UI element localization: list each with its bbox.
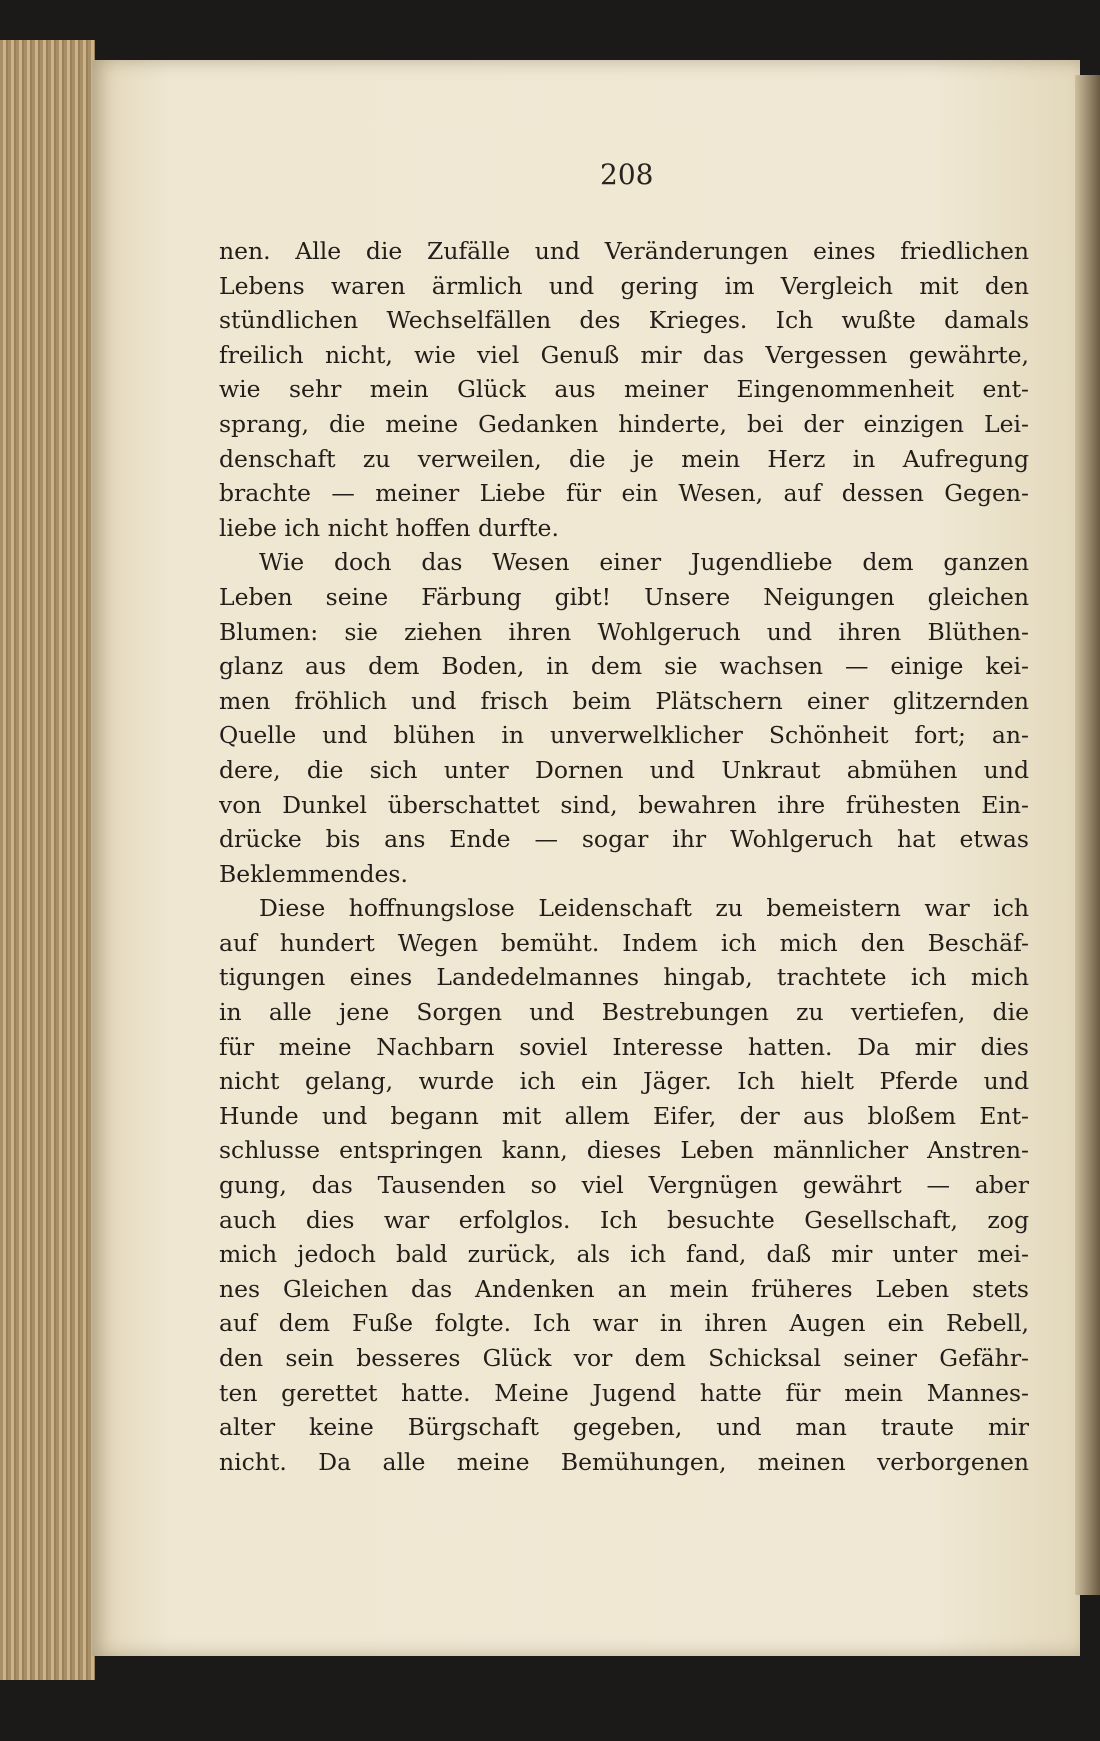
text-line: Hunde und begann mit allem Eifer, der aus bloßem Ent- xyxy=(219,1101,1029,1130)
text-line: für meine Nachbarn soviel Interesse hatten. Da mir dies xyxy=(219,1032,1029,1061)
text-line: Leben seine Färbung gibt! Unsere Neigungen gleichen xyxy=(219,582,1029,611)
text-line: glanz aus dem Boden, in dem sie wachsen — einige kei- xyxy=(219,652,1029,681)
text-line: Wie doch das Wesen einer Jugendliebe dem ganzen xyxy=(259,548,1029,577)
text-line: Blumen: sie ziehen ihren Wohlgeruch und ihren Blüthen- xyxy=(219,617,1029,646)
facing-page-edge xyxy=(1075,75,1100,1595)
text-line: auf dem Fuße folgte. Ich war in ihren Augen ein Rebell, xyxy=(219,1309,1029,1338)
text-line: schlusse entspringen kann, dieses Leben männlicher Anstren- xyxy=(219,1136,1029,1165)
text-line: sprang, die meine Gedanken hinderte, bei der einzigen Lei- xyxy=(219,409,1029,438)
text-line: tigungen eines Landedelmannes hingab, trachtete ich mich xyxy=(219,963,1029,992)
page-number: 208 xyxy=(600,158,654,191)
text-line: nicht gelang, wurde ich ein Jäger. Ich hielt Pferde und xyxy=(219,1067,1029,1096)
text-line: auch dies war erfolglos. Ich besuchte Gesellschaft, zog xyxy=(219,1205,1029,1234)
text-line: men fröhlich und frisch beim Plätschern einer glitzernden xyxy=(219,686,1029,715)
text-line: in alle jene Sorgen und Bestrebungen zu vertiefen, die xyxy=(219,998,1029,1027)
text-line: Lebens waren ärmlich und gering im Vergleich mit den xyxy=(219,271,1029,300)
body-text xyxy=(219,234,1029,1479)
text-line: denschaft zu verweilen, die je mein Herz in Aufregung xyxy=(219,444,1029,473)
text-line: gung, das Tausenden so viel Vergnügen gewährt — aber xyxy=(219,1171,1029,1200)
text-line: nen. Alle die Zufälle und Veränderungen eines friedlichen xyxy=(219,237,1029,265)
text-line: drücke bis ans Ende — sogar ihr Wohlgeruch hat etwas xyxy=(219,825,1029,854)
text-line: Quelle und blühen in unverwelklicher Schönheit fort; an- xyxy=(219,721,1029,750)
book-page-edges xyxy=(0,40,95,1680)
text-line: brachte — meiner Liebe für ein Wesen, auf dessen Gegen- xyxy=(219,479,1029,508)
text-line: stündlichen Wechselfällen des Krieges. Ich wußte damals xyxy=(219,306,1029,335)
text-line: ten gerettet hatte. Meine Jugend hatte für mein Mannes- xyxy=(219,1378,1029,1407)
text-line: dere, die sich unter Dornen und Unkraut abmühen und xyxy=(219,755,1029,784)
text-line: den sein besseres Glück vor dem Schicksal seiner Gefähr- xyxy=(219,1344,1029,1372)
text-line: Diese hoffnungslose Leidenschaft zu bemeistern war ich xyxy=(259,894,1029,923)
text-line: nicht. Da alle meine Bemühungen, meinen verborgenen xyxy=(219,1447,1029,1476)
text-line: mich jedoch bald zurück, als ich fand, daß mir unter mei- xyxy=(219,1240,1029,1269)
text-line: auf hundert Wegen bemüht. Indem ich mich den Beschäf- xyxy=(219,928,1029,957)
text-line: von Dunkel überschattet sind, bewahren ihre frühesten Ein- xyxy=(219,790,1029,819)
text-line: alter keine Bürgschaft gegeben, und man traute mir xyxy=(219,1413,1029,1442)
text-line: freilich nicht, wie viel Genuß mir das Vergessen gewährte, xyxy=(219,340,1029,369)
text-line: Beklemmendes. xyxy=(219,859,408,888)
text-line: wie sehr mein Glück aus meiner Eingenommenheit ent- xyxy=(219,375,1029,404)
text-line: nes Gleichen das Andenken an mein früheres Leben stets xyxy=(219,1274,1029,1303)
text-line: liebe ich nicht hoffen durfte. xyxy=(219,513,559,542)
